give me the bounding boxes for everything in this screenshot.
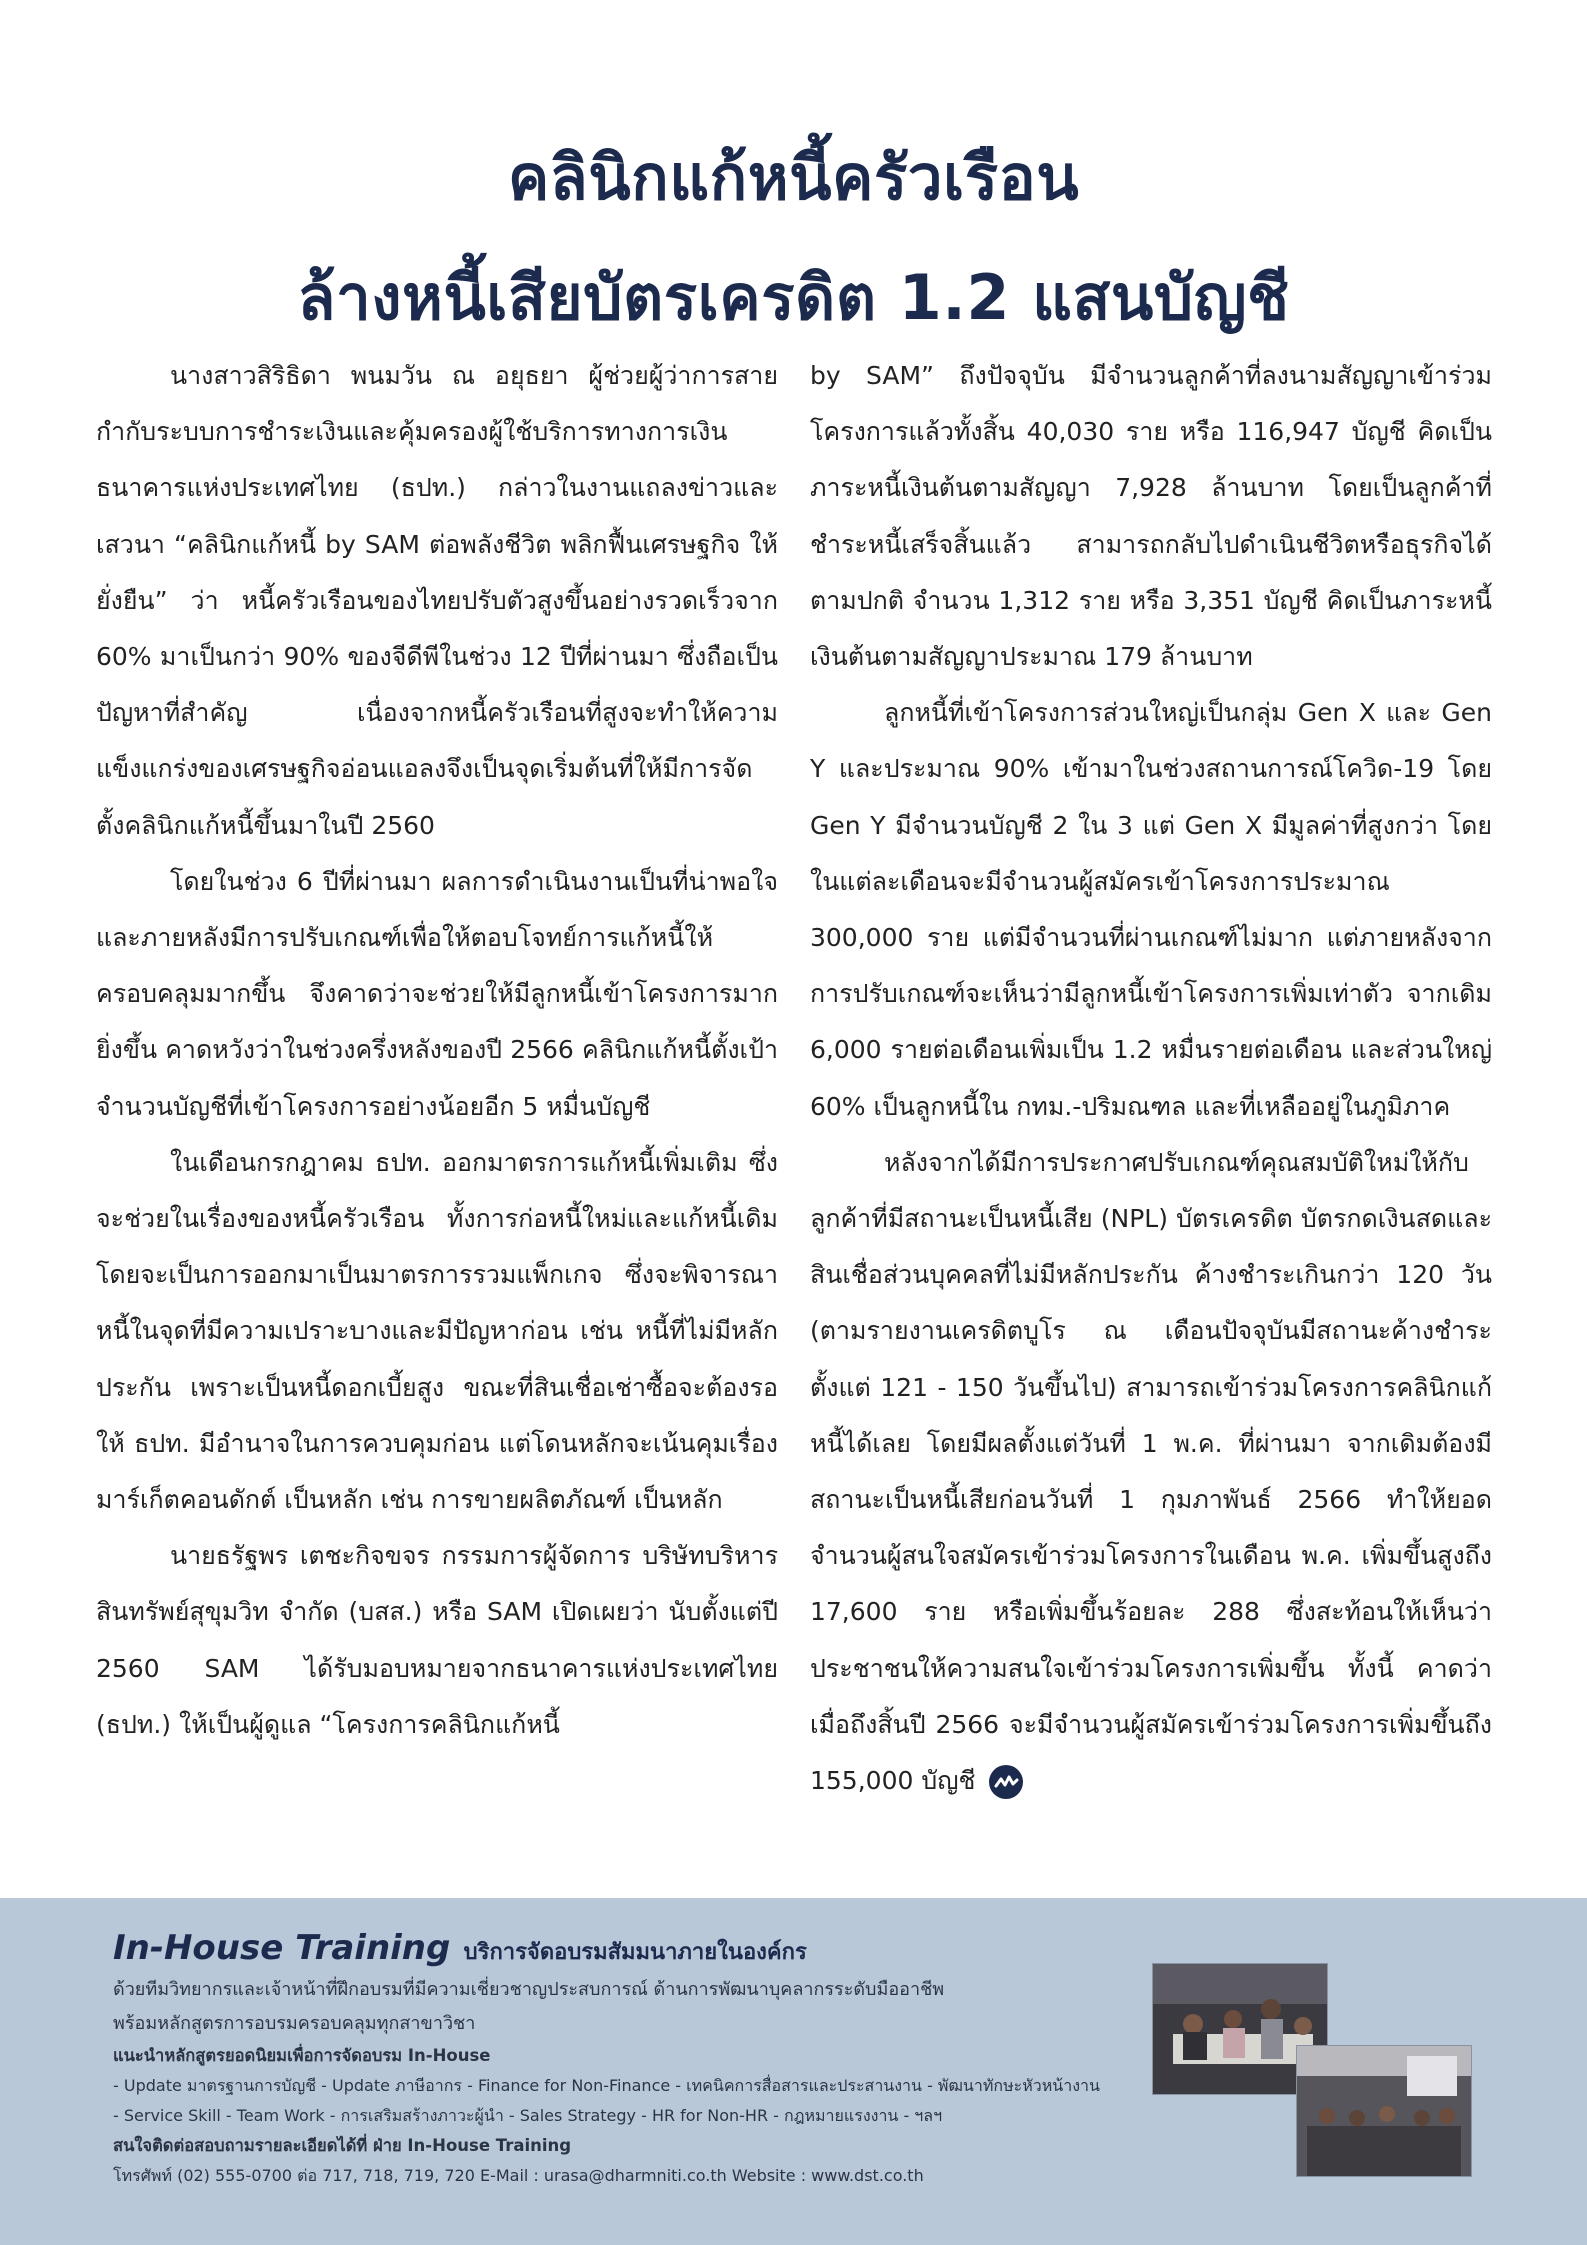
- footer-contact-title: สนใจติดต่อสอบถามรายละเอียดได้ที่ ฝ่าย In-House Training: [113, 2136, 572, 2155]
- paragraph-text: หลังจากได้มีการประกาศปรับเกณฑ์คุณสมบัติใหม่ให้กับลูกค้าที่มีสถานะเป็นหนี้เสีย (NPL) บัตรเครดิต บัตรกดเงินสดและสินเชื่อส่วนบุคคลที่ไม่มีหลักประกัน ค้างชำระเกินกว่า 120 วัน (ตามรายงานเครดิตบูโร ณ เดือนปัจจุบันมีสถานะค้างชำระตั้งแต่ 121 - 150 วันขึ้นไป) สามารถเข้าร่วมโครงการคลินิกแก้หนี้ได้เลย โดยมีผลตั้งแต่วันที่ 1 พ.ค. ที่ผ่านมา จากเดิมต้องมีสถานะเป็นหนี้เสียก่อนวันที่ 1 กุมภาพันธ์ 2566 ทำให้ยอดจำนวนผู้สนใจสมัครเข้าร่วมโครงการในเดือน พ.ค. เพิ่มขึ้นสูงถึง 17,600 ราย หรือเพิ่มขึ้นร้อยละ 288 ซึ่งสะท้อนให้เห็นว่าประชาชนให้ความสนใจเข้าร่วมโครงการเพิ่มขึ้น ทั้งนี้ คาดว่าเมื่อถึงสิ้นปี 2566 จะมีจำนวนผู้สมัครเข้าร่วมโครงการเพิ่มขึ้นถึง 155,000 บัญชี: [810, 1147, 1492, 1796]
- footer-heading: [113, 1928, 1133, 1973]
- footer-contact: โทรศัพท์ (02) 555-0700 ต่อ 717, 718, 719, 720 E-Mail : urasa@dharmniti.co.th Website : www.dst.co.th: [113, 2166, 924, 2185]
- article-body: [96, 348, 1492, 1809]
- footer-description-1: ด้วยทีมวิทยากรและเจ้าหน้าที่ฝึกอบรมที่มีความเชี่ยวชาญประสบการณ์ ด้านการพัฒนาบุคลากรระดับมืออาชีพ: [113, 1979, 945, 2000]
- article-column-left: [96, 348, 778, 1809]
- headline: [0, 118, 1587, 358]
- paragraph: ลูกหนี้ที่เข้าโครงการส่วนใหญ่เป็นกลุ่ม Gen X และ Gen Y และประมาณ 90% เข้ามาในช่วงสถานการณ์โควิด-19 โดย Gen Y มีจำนวนบัญชี 2 ใน 3 แต่ Gen X มีมูลค่าที่สูงกว่า โดยในแต่ละเดือนจะมีจำนวนผู้สมัครเข้าโครงการประมาณ 300,000 ราย แต่มีจำนวนที่ผ่านเกณฑ์ไม่มาก แต่ภายหลังจากการปรับเกณฑ์จะเห็นว่ามีลูกหนี้เข้าโครงการเพิ่มเท่าตัว จากเดิม 6,000 รายต่อเดือนเพิ่มเป็น 1.2 หมื่นรายต่อเดือน และส่วนใหญ่ 60% เป็นลูกหนี้ใน กทม.-ปริมณฑล และที่เหลืออยู่ในภูมิภาค: [810, 698, 1492, 1121]
- footer-brand-subtitle: บริการจัดอบรมสัมมนาภายในองค์กร: [463, 1940, 807, 1965]
- article-end-mark-icon: [989, 1765, 1023, 1799]
- paragraph: นายธรัฐพร เตชะกิจขจร กรรมการผู้จัดการ บริษัทบริหารสินทรัพย์สุขุมวิท จำกัด (บสส.) หรือ SAM เปิดเผยว่า นับตั้งแต่ปี 2560 SAM ได้รับมอบหมายจากธนาคารแห่งประเทศไทย (ธปท.) ให้เป็นผู้ดูแล “โครงการคลินิกแก้หนี้: [96, 1541, 778, 1739]
- paragraph: [810, 1135, 1492, 1809]
- paragraph: นางสาวสิริธิดา พนมวัน ณ อยุธยา ผู้ช่วยผู้ว่าการสายกำกับระบบการชำระเงินและคุ้มครองผู้ใช้บริการทางการเงิน ธนาคารแห่งประเทศไทย (ธปท.) กล่าวในงานแถลงข่าวและเสวนา “คลินิกแก้หนี้ by SAM ต่อพลังชีวิต พลิกฟื้นเศรษฐกิจ ให้ยั่งยืน” ว่า หนี้ครัวเรือนของไทยปรับตัวสูงขึ้นอย่างรวดเร็วจาก 60% มาเป็นกว่า 90% ของจีดีพีในช่วง 12 ปีที่ผ่านมา ซึ่งถือเป็นปัญหาที่สำคัญ เนื่องจากหนี้ครัวเรือนที่สูงจะทำให้ความแข็งแกร่งของเศรษฐกิจอ่อนแอลงจึงเป็นจุดเริ่มต้นที่ให้มีการจัดตั้งคลินิกแก้หนี้ขึ้นมาในปี 2560: [96, 361, 778, 840]
- article-column-right: [810, 348, 1492, 1809]
- training-photo-2: [1297, 2046, 1471, 2176]
- paragraph: ในเดือนกรกฎาคม ธปท. ออกมาตรการแก้หนี้เพิ่มเติม ซึ่งจะช่วยในเรื่องของหนี้ครัวเรือน ทั้งการก่อหนี้ใหม่และแก้หนี้เดิม โดยจะเป็นการออกมาเป็นมาตรการรวมแพ็กเกจ ซึ่งจะพิจารณาหนี้ในจุดที่มีความเปราะบางและมีปัญหาก่อน เช่น หนี้ที่ไม่มีหลักประกัน เพราะเป็นหนี้ดอกเบี้ยสูง ขณะที่สินเชื่อเช่าซื้อจะต้องรอให้ ธปท. มีอำนาจในการควบคุมก่อน แต่โดนหลักจะเน้นคุมเรื่องมาร์เก็ตคอนดักต์ เป็นหลัก เช่น การขายผลิตภัณฑ์ เป็นหลัก: [96, 1147, 778, 1515]
- footer-courses-2: - Service Skill - Team Work - การเสริมสร้างภาวะผู้นำ - Sales Strategy - HR for Non-HR - กฎหมายแรงงาน - ฯลฯ: [113, 2106, 943, 2125]
- footer-courses-title: แนะนำหลักสูตรยอดนิยมเพื่อการจัดอบรม In-House: [113, 2046, 491, 2065]
- paragraph: โดยในช่วง 6 ปีที่ผ่านมา ผลการดำเนินงานเป็นที่น่าพอใจ และภายหลังมีการปรับเกณฑ์เพื่อให้ตอบโจทย์การแก้หนี้ให้ครอบคลุมมากขึ้น จึงคาดว่าจะช่วยให้มีลูกหนี้เข้าโครงการมากยิ่งขึ้น คาดหวังว่าในช่วงครึ่งหลังของปี 2566 คลินิกแก้หนี้ตั้งเป้าจำนวนบัญชีที่เข้าโครงการอย่างน้อยอีก 5 หมื่นบัญชี: [96, 866, 778, 1121]
- headline-line-2: ล้างหนี้เสียบัตรเครดิต 1.2 แสนบัญชี: [297, 261, 1290, 334]
- paragraph: by SAM” ถึงปัจจุบัน มีจำนวนลูกค้าที่ลงนามสัญญาเข้าร่วมโครงการแล้วทั้งสิ้น 40,030 ราย หรือ 116,947 บัญชี คิดเป็นภาระหนี้เงินต้นตามสัญญา 7,928 ล้านบาท โดยเป็นลูกค้าที่ชำระหนี้เสร็จสิ้นแล้ว สามารถกลับไปดำเนินชีวิตหรือธุรกิจได้ตามปกติ จำนวน 1,312 ราย หรือ 3,351 บัญชี คิดเป็นภาระหนี้เงินต้นตามสัญญาประมาณ 179 ล้านบาท: [810, 361, 1492, 672]
- footer-description-2: พร้อมหลักสูตรการอบรมครอบคลุมทุกสาขาวิชา: [113, 2013, 476, 2034]
- footer-ad-banner: [0, 1898, 1587, 2245]
- headline-line-1: คลินิกแก้หนี้ครัวเรือน: [507, 141, 1080, 214]
- footer-courses-1: - Update มาตรฐานการบัญชี - Update ภาษีอากร - Finance for Non-Finance - เทคนิคการสื่อสารและประสานงาน - พัฒนาทักษะหัวหน้างาน: [113, 2076, 1100, 2095]
- footer-brand: In-House Training: [113, 1928, 451, 1968]
- footer-text: [113, 1928, 1133, 2191]
